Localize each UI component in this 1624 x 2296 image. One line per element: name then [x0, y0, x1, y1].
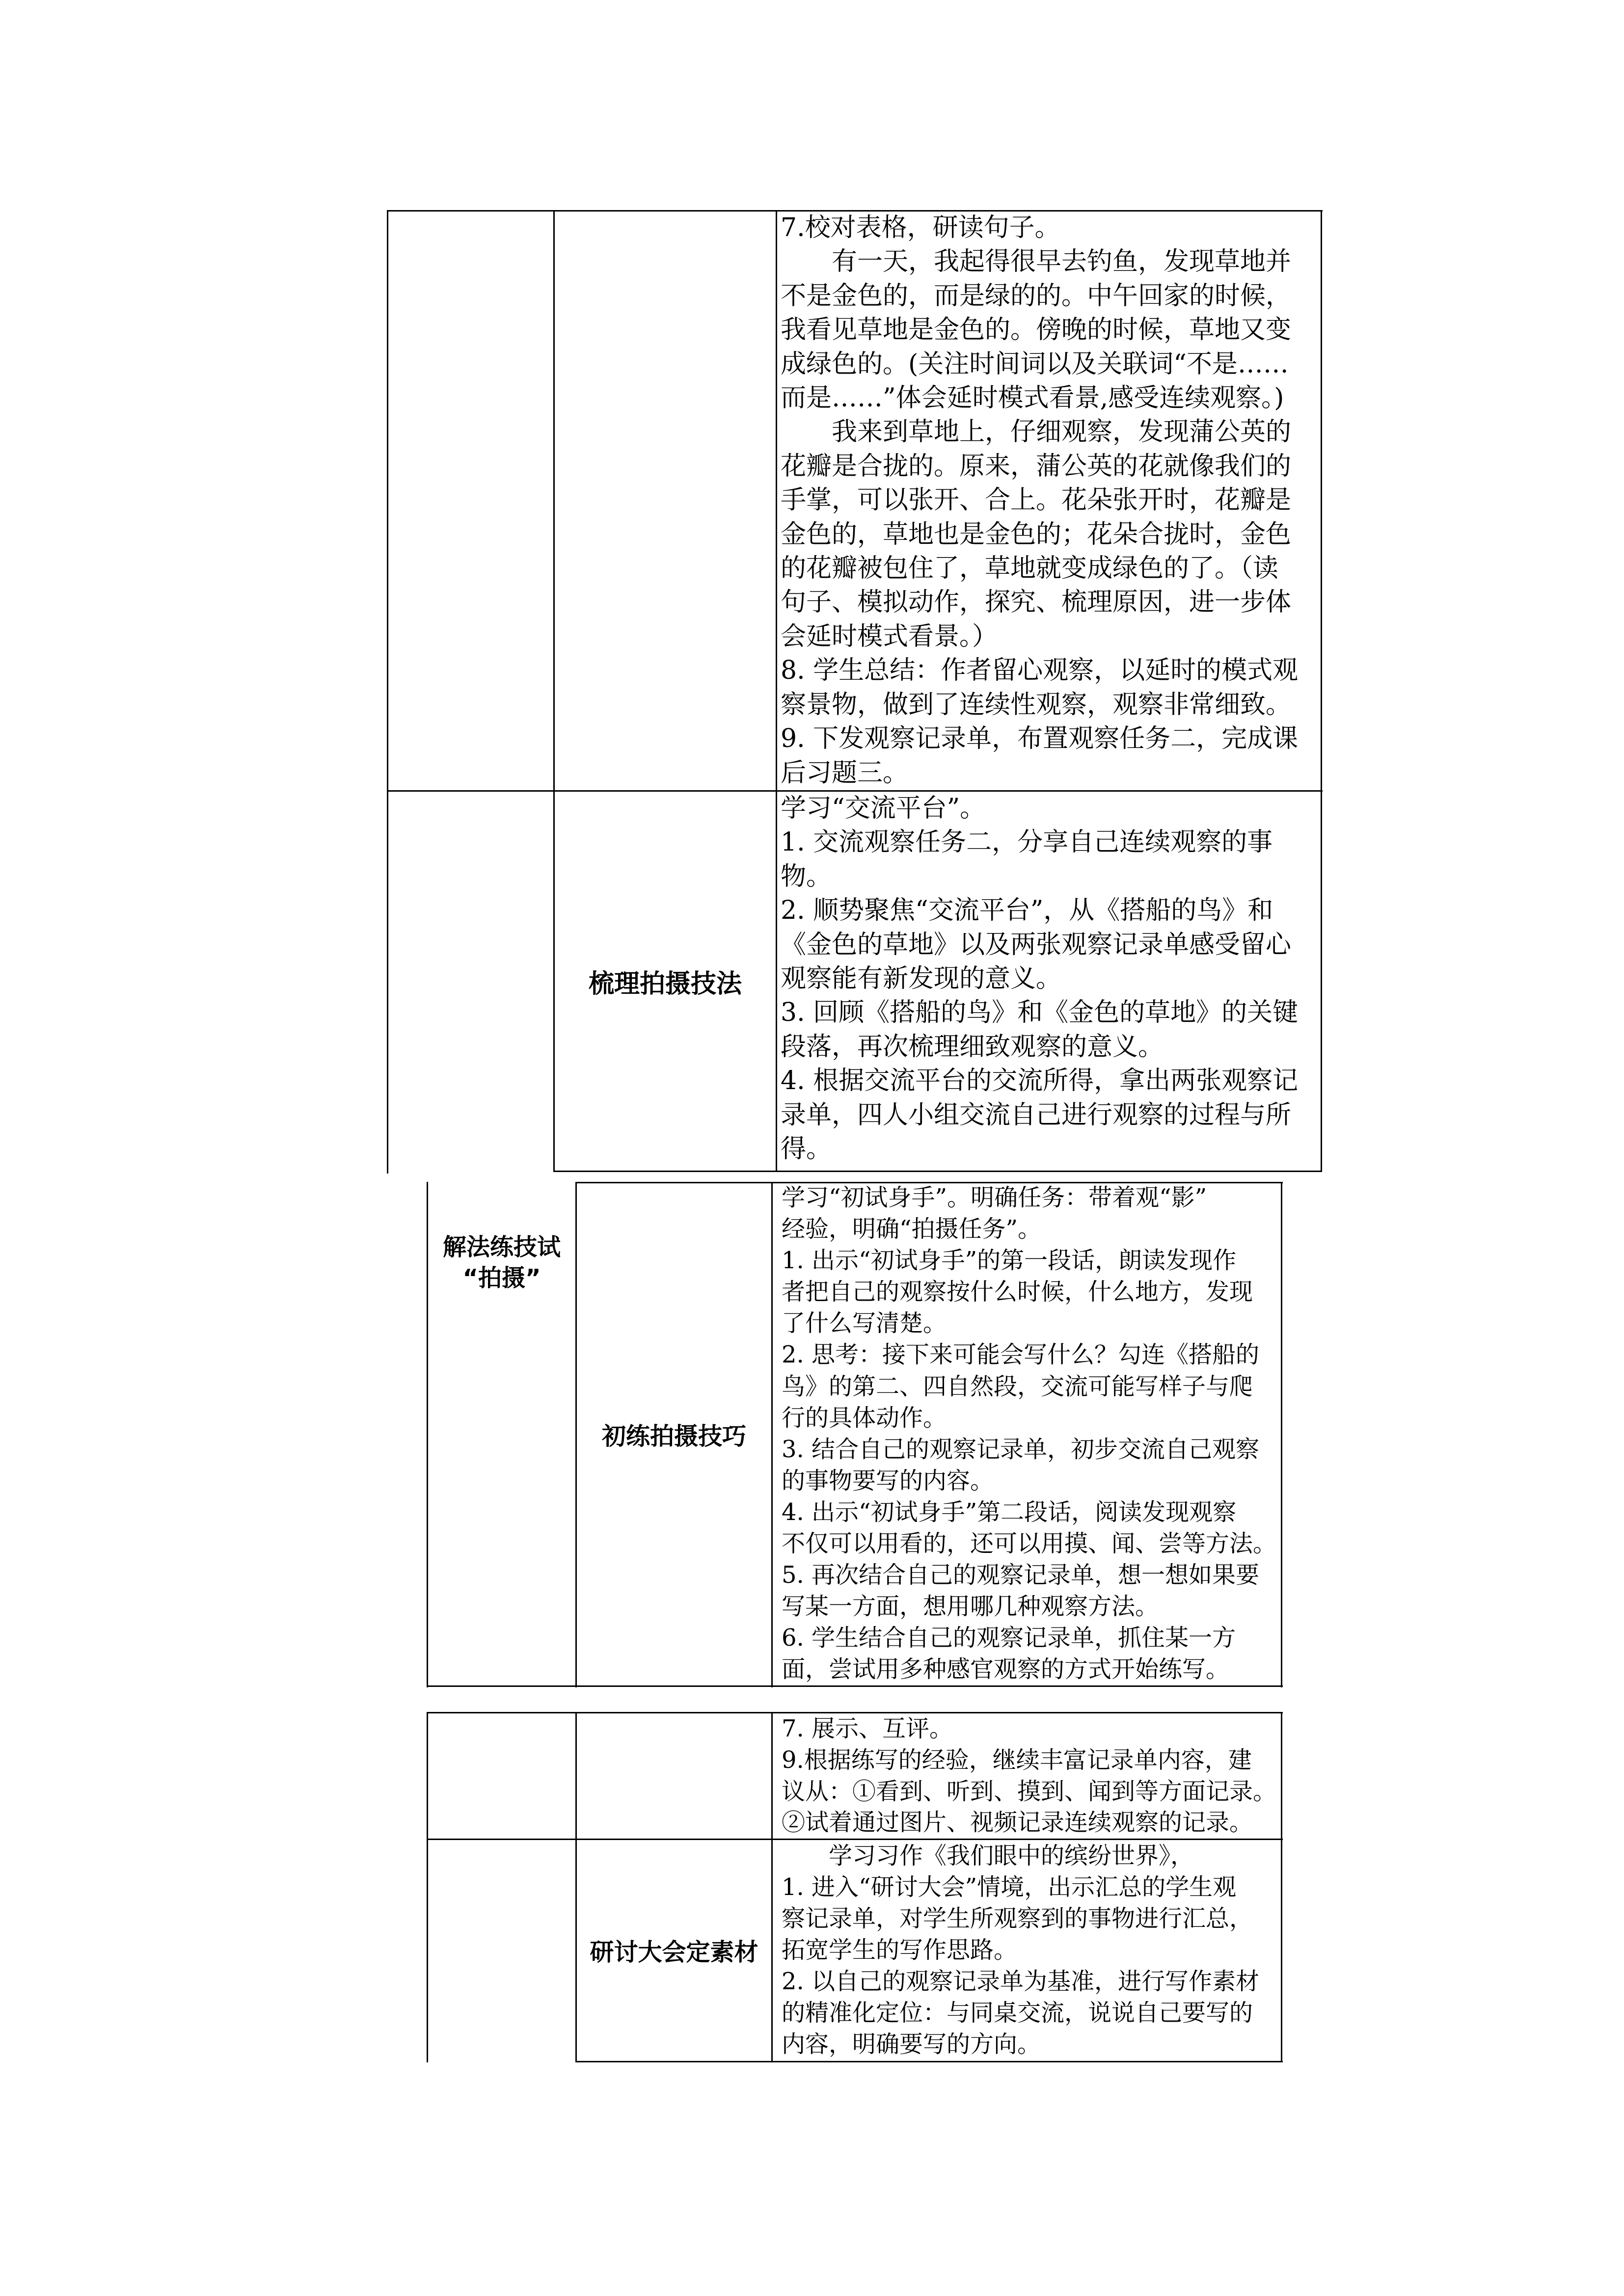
table-border-bottom — [427, 1685, 1283, 1687]
table-border-right — [1321, 210, 1322, 1172]
content-line: 我看见草地是金色的。傍晚的时候，草地又变 — [781, 315, 1292, 345]
content-line: 的精准化定位：与同桌交流，说说自己要写的 — [782, 1999, 1253, 2027]
content-line: 手掌，可以张开、合上。花朵张开时，花瓣是 — [781, 485, 1292, 515]
content-line: 3. 结合自己的观察记录单，初步交流自己观察 — [782, 1435, 1260, 1463]
content-line: 学习“初试身手”。明确任务：带着观“影” — [782, 1184, 1207, 1211]
content-line: 察记录单，对学生所观察到的事物进行汇总， — [782, 1905, 1253, 1932]
activity-label: 初练拍摄技巧 — [601, 1422, 746, 1450]
content-line: 6. 学生结合自己的观察记录单，抓住某一方 — [782, 1624, 1236, 1652]
content-line: 5. 再次结合自己的观察记录单，想一想如果要 — [782, 1561, 1260, 1589]
content-line: 金色的，草地也是金色的；花朵合拢时，金色 — [781, 519, 1292, 549]
content-line: 4. 根据交流平台的交流所得，拿出两张观察记 — [781, 1066, 1299, 1096]
content-line: 7.校对表格，研读句子。 — [781, 213, 1060, 242]
content-line: 者把自己的观察按什么时候，什么地方，发现 — [782, 1278, 1253, 1306]
content-line: 2. 以自己的观察记录单为基准，进行写作素材 — [782, 1968, 1260, 1995]
content-line: 察景物，做到了连续性观察，观察非常细致。 — [781, 690, 1292, 720]
content-line: 1. 交流观察任务二，分享自己连续观察的事 — [781, 828, 1273, 857]
content-cell — [782, 1182, 1280, 1685]
content-line: 不是金色的，而是绿的的。中午回家的时候， — [781, 281, 1292, 311]
content-line: 的事物要写的内容。 — [782, 1467, 994, 1495]
content-line: 2. 顺势聚焦“交流平台”，从《搭船的鸟》和 — [781, 896, 1273, 926]
content-line: 《金色的草地》以及两张观察记录单感受留心 — [781, 930, 1292, 960]
content-line: 2. 思考：接下来可能会写什么？勾连《搭船的 — [782, 1341, 1260, 1369]
content-line: 句子、模拟动作，探究、梳理原因，进一步体 — [781, 587, 1292, 617]
content-line: 录单，四人小组交流自己进行观察的过程与所 — [781, 1100, 1292, 1130]
activity-cell — [577, 1183, 771, 1685]
table-border-bottom — [553, 1171, 1322, 1172]
content-line: 会延时模式看景。） — [781, 621, 998, 651]
content-line: 而是……”体会延时模式看景,感受连续观察。) — [781, 383, 1284, 413]
content-line: 成绿色的。(关注时间词以及关联词“不是…… — [781, 349, 1289, 379]
content-line: 物。 — [781, 861, 832, 891]
content-line: 段落，再次梳理细致观察的意义。 — [781, 1032, 1164, 1062]
content-line: 1. 进入“研讨大会”情境，出示汇总的学生观 — [782, 1873, 1237, 1901]
step-label-line: 解法练技试 — [442, 1233, 561, 1261]
content-line: 后习题三。 — [781, 758, 909, 788]
content-cell — [781, 792, 1319, 1166]
content-line: 行的具体动作。 — [782, 1404, 947, 1432]
content-line: 面，尝试用多种感官观察的方式开始练写。 — [782, 1655, 1230, 1683]
content-line: 4. 出示“初试身手”第二段话，阅读发现观察 — [782, 1498, 1237, 1526]
content-line: 经验，明确“拍摄任务”。 — [782, 1215, 1042, 1243]
content-line: 我来到草地上，仔细观察，发现蒲公英的 — [832, 417, 1292, 447]
content-line: 议从：①看到、听到、摸到、闻到等方面记录。 — [782, 1777, 1277, 1805]
activity-cell — [555, 792, 776, 1171]
table-border-bottom — [575, 2061, 1283, 2062]
content-line: 9. 下发观察记录单，布置观察任务二，完成课 — [781, 724, 1299, 754]
table-border-right — [1281, 1182, 1282, 1687]
content-line: 8. 学生总结：作者留心观察，以延时的模式观 — [781, 656, 1299, 686]
content-line: 写某一方面，想用哪几种观察方法。 — [782, 1593, 1159, 1621]
content-cell — [782, 1713, 1280, 1839]
content-line: 不仅可以用看的，还可以用摸、闻、尝等方法。 — [782, 1530, 1277, 1558]
column-divider-2 — [771, 1182, 773, 1687]
content-line: 学习“交流平台”。 — [781, 794, 986, 823]
content-line: 3. 回顾《搭船的鸟》和《金色的草地》的关键 — [781, 998, 1299, 1028]
content-cell — [782, 1840, 1280, 2060]
content-line: 1. 出示“初试身手”的第一段话，朗读发现作 — [782, 1247, 1237, 1275]
activity-label: 梳理拍摄技法 — [588, 969, 742, 999]
content-cell — [781, 211, 1319, 790]
column-divider-2 — [771, 1712, 773, 2062]
content-line: 得。 — [781, 1134, 832, 1164]
column-divider-2 — [776, 210, 777, 1172]
content-line: 9.根据练写的经验，继续丰富记录单内容，建 — [782, 1746, 1252, 1774]
content-line: 有一天，我起得很早去钓鱼，发现草地并 — [832, 247, 1292, 277]
content-line: 的花瓣被包住了，草地就变成绿色的了。（读 — [781, 554, 1279, 584]
content-line: 拓宽学生的写作思路。 — [782, 1936, 1018, 1964]
content-line: 学习习作《我们眼中的缤纷世界》， — [829, 1842, 1194, 1869]
content-line: 了什么写清楚。 — [782, 1309, 947, 1337]
step-label-line: “拍摄” — [462, 1264, 541, 1292]
activity-cell — [577, 1840, 771, 2061]
activity-label: 研讨大会定素材 — [590, 1938, 758, 1966]
content-line: 鸟》的第二、四自然段，交流可能写样子与爬 — [782, 1372, 1253, 1400]
table-border-left — [387, 210, 388, 1174]
content-line: 花瓣是合拢的。原来，蒲公英的花就像我们的 — [781, 451, 1292, 481]
content-line: 内容，明确要写的方向。 — [782, 2030, 1041, 2058]
content-line: ②试着通过图片、视频记录连续观察的记录。 — [782, 1809, 1253, 1837]
table-border-left — [427, 1712, 428, 2062]
content-line: 7. 展示、互评。 — [782, 1715, 953, 1742]
content-line: 观察能有新发现的意义。 — [781, 964, 1062, 994]
table-border-right — [1281, 1712, 1282, 2062]
step-cell — [428, 1232, 575, 1294]
